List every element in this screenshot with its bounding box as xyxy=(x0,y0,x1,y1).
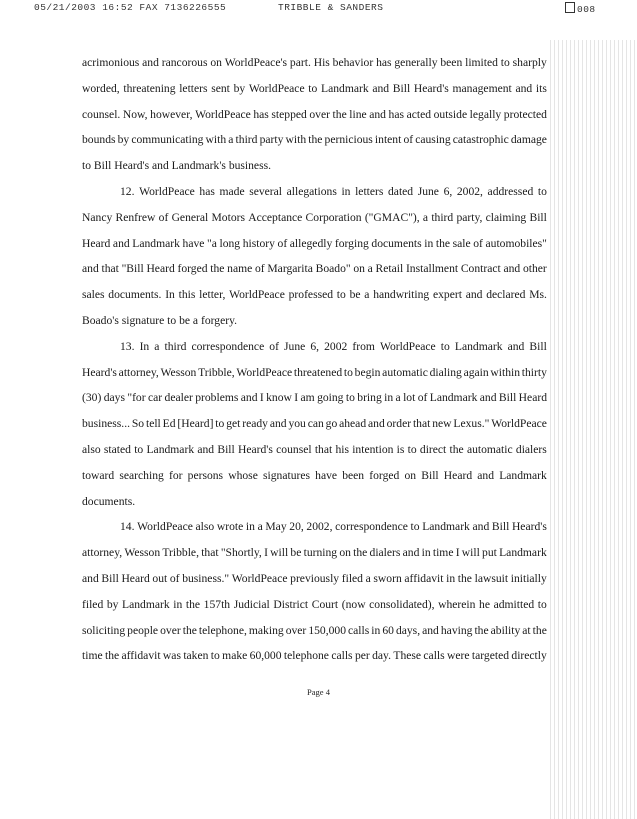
text-line: documents. xyxy=(82,494,136,508)
paragraph-14 xyxy=(82,514,547,669)
text-line: counsel. Now, however, WorldPeace has stepped over the line and has acted outside legally protected xyxy=(82,107,547,121)
fax-header xyxy=(0,2,637,16)
text-line: (30) days "for car dealer problems and I know I am going to bring in a lot of Landmark and Bill Heard xyxy=(82,391,547,405)
document-body xyxy=(82,50,547,669)
text-line: and Bill Heard out of business." WorldPeace previously filed a sworn affidavit in the lawsuit initially xyxy=(82,571,547,585)
text-line: Heard's attorney, Wesson Tribble, WorldPeace threatened to begin automatic dialing again within thirty xyxy=(82,365,547,379)
text-line: toward searching for persons whose signatures have been forged on Bill Heard and Landmark xyxy=(82,468,547,482)
text-line: sales documents. In this letter, WorldPeace professed to be a handwriting expert and declared Ms. xyxy=(82,288,547,302)
fax-page-icon xyxy=(565,2,575,13)
text-line: business... So tell Ed [Heard] to get ready and you can go ahead and order that new Lexus." WorldPeace xyxy=(82,417,547,431)
text-line: 14. WorldPeace also wrote in a May 20, 2002, correspondence to Landmark and Bill Heard's xyxy=(120,520,547,534)
text-line: acrimonious and rancorous on WorldPeace's part. His behavior has generally been limited to sharply xyxy=(82,56,547,69)
scan-artifact xyxy=(547,40,637,819)
text-line: 12. WorldPeace has made several allegations in letters dated June 6, 2002, addressed to xyxy=(120,184,547,198)
text-line: also stated to Landmark and Bill Heard's counsel that his intention is to direct the automatic dialers xyxy=(82,442,547,456)
paragraph-13 xyxy=(82,334,547,515)
text-line: Nancy Renfrew of General Motors Acceptance Corporation ("GMAC"), a third party, claiming Bill xyxy=(82,210,547,224)
text-line: soliciting people over the telephone, making over 150,000 calls in 60 days, and having the ability at the xyxy=(82,623,547,637)
text-line: to Bill Heard's and Landmark's business. xyxy=(82,159,272,173)
text-line: 13. In a third correspondence of June 6, 2002 from WorldPeace to Landmark and Bill xyxy=(120,339,547,353)
text-line: worded, threatening letters sent by WorldPeace to Landmark and Bill Heard's management and its xyxy=(82,81,547,95)
text-line: bounds by communicating with a third party with the pernicious intent of causing catastrophic damage xyxy=(82,133,547,147)
text-line: and that "Bill Heard forged the name of Margarita Boado" on a Retail Installment Contract and other xyxy=(82,262,547,276)
fax-sender: TRIBBLE & SANDERS xyxy=(278,2,384,13)
text-line: attorney, Wesson Tribble, that "Shortly, I will be turning on the dialers and in time I will put Landmark xyxy=(82,546,547,560)
text-line: Heard and Landmark have "a long history of allegedly forging documents in the sale of automobiles" xyxy=(82,236,547,250)
paragraph-12 xyxy=(82,179,547,334)
fax-page-indicator xyxy=(565,2,596,15)
paragraph-continuation xyxy=(82,50,547,179)
text-line: filed by Landmark in the 157th Judicial District Court (now consolidated), wherein he admitted to xyxy=(82,597,547,611)
fax-page-number: 008 xyxy=(577,4,596,15)
text-line: time the affidavit was taken to make 60,000 telephone calls per day. These calls were targeted directly xyxy=(82,649,547,663)
text-line: Boado's signature to be a forgery. xyxy=(82,313,238,327)
fax-date-time: 05/21/2003 16:52 FAX 7136226555 xyxy=(34,2,227,13)
page-footer: Page 4 xyxy=(307,687,330,697)
